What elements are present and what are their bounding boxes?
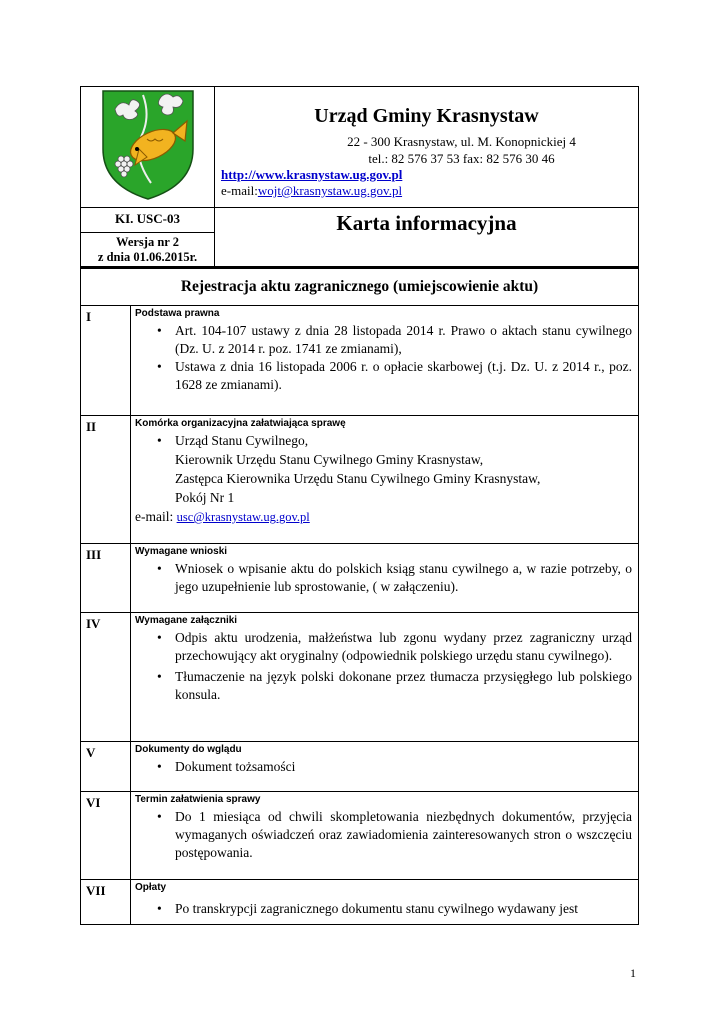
email-row xyxy=(215,183,638,198)
section-label: Podstawa prawna xyxy=(135,308,220,319)
email-link[interactable]: wojt@krasnystaw.ug.gov.pl xyxy=(257,183,403,198)
section-body xyxy=(131,613,639,742)
usc-email-link[interactable]: usc@krasnystaw.ug.gov.pl xyxy=(176,510,310,524)
office-name: Urząd Gminy Krasnystaw xyxy=(314,105,539,127)
section-row-6 xyxy=(81,792,639,880)
logo-cell xyxy=(81,87,215,208)
card-title: Karta informacyjna xyxy=(215,208,639,267)
list-item: • Tłumaczenie na język polski dokonane przez tłumacza przysięgłego lub polskiego konsula. xyxy=(157,669,632,702)
section-number: III xyxy=(81,544,131,613)
office-phone: tel.: 82 576 37 53 fax: 82 576 30 46 xyxy=(368,151,555,166)
section-label: Wymagane wnioski xyxy=(135,546,228,557)
email-prefix: e-mail: xyxy=(135,509,177,524)
section-row-5 xyxy=(81,742,639,792)
page-number: 1 xyxy=(630,966,636,980)
section-body xyxy=(131,792,639,880)
bullet-icon: • xyxy=(157,323,162,338)
bullet-icon: • xyxy=(157,759,162,774)
unit-email-row xyxy=(135,507,632,527)
section-body xyxy=(131,742,639,792)
website-link[interactable]: http://www.krasnystaw.ug.gov.pl xyxy=(221,167,403,182)
office-address: 22 - 300 Krasnystaw, ul. M. Konopnickiej 4 xyxy=(347,134,576,149)
website-row xyxy=(215,167,638,183)
section-row-7 xyxy=(81,880,639,925)
list-item: • Wniosek o wpisanie aktu do polskich ksiąg stanu cywilnego a, w razie potrzeby, o jego uzupełnienie lub sprostowanie, ( w załączeniu). xyxy=(157,561,632,594)
list-item: • Do 1 miesiąca od chwili skompletowania niezbędnych dokumentów, przyjęcia wymaganych oświadczeń oraz zawiadomienia zainteresowanych stron o wszczęciu postępowania. xyxy=(157,809,632,860)
list-item: • Odpis aktu urodzenia, małżeństwa lub zgonu wydany przez zagraniczny urząd przechowujący akt oryginalny (odpowiednik polskiego urzędu stanu cywilnego). xyxy=(157,630,632,663)
bullet-icon: • xyxy=(157,359,162,374)
unit-line: Zastępca Kierownika Urzędu Stanu Cywilnego Gminy Krasnystaw, xyxy=(175,471,541,486)
version-cell xyxy=(81,233,215,267)
header-table xyxy=(80,86,639,267)
coat-of-arms-fish-icon xyxy=(81,87,215,202)
section-number: VI xyxy=(81,792,131,880)
section-body xyxy=(131,306,639,416)
section-row-3 xyxy=(81,544,639,613)
bullet-icon: • xyxy=(157,901,162,916)
section-row-1 xyxy=(81,306,639,416)
section-body xyxy=(131,880,639,925)
section-number: I xyxy=(81,306,131,416)
section-label: Komórka organizacyjna załatwiająca sprawę xyxy=(135,418,346,429)
section-number: VII xyxy=(81,880,131,925)
list-item: • Urząd Stanu Cywilnego, xyxy=(157,433,309,448)
office-info-cell xyxy=(215,87,639,208)
unit-line: Kierownik Urzędu Stanu Cywilnego Gminy Krasnystaw, xyxy=(175,452,484,467)
section-number: IV xyxy=(81,613,131,742)
bullet-icon: • xyxy=(157,433,162,448)
bullet-icon: • xyxy=(157,561,162,576)
unit-line: Pokój Nr 1 xyxy=(175,490,235,505)
section-body xyxy=(131,416,639,544)
bullet-icon: • xyxy=(157,630,162,645)
section-label: Wymagane załączniki xyxy=(135,615,238,626)
content-table xyxy=(80,267,639,925)
version-date: z dnia 01.06.2015r. xyxy=(97,250,198,264)
list-item: • Dokument tożsamości xyxy=(157,759,296,774)
list-item: • Po transkrypcji zagranicznego dokumentu stanu cywilnego wydawany jest xyxy=(157,901,579,916)
version: Wersja nr 2 xyxy=(116,235,179,249)
list-item: • Art. 104-107 ustawy z dnia 28 listopada 2014 r. Prawo o aktach stanu cywilnego (Dz. U. z 2014 r. poz. 1741 ze zmianami), xyxy=(157,323,632,356)
document-code: KI. USC-03 xyxy=(81,208,215,233)
bullet-icon: • xyxy=(157,809,162,824)
document-title: Rejestracja aktu zagranicznego (umiejscowienie aktu) xyxy=(81,268,639,306)
section-number: V xyxy=(81,742,131,792)
bullet-icon: • xyxy=(157,669,162,684)
section-label: Dokumenty do wglądu xyxy=(135,744,242,755)
section-label: Termin załatwienia sprawy xyxy=(135,794,261,805)
list-item: • Ustawa z dnia 16 listopada 2006 r. o opłacie skarbowej (t.j. Dz. U. z 2014 r., poz. 1628 ze zmianami). xyxy=(157,359,632,392)
document-page xyxy=(80,86,638,925)
section-number: II xyxy=(81,416,131,544)
section-label: Opłaty xyxy=(135,882,167,893)
section-body xyxy=(131,544,639,613)
section-row-2 xyxy=(81,416,639,544)
section-row-4 xyxy=(81,613,639,742)
email-prefix: e-mail: xyxy=(221,183,258,198)
